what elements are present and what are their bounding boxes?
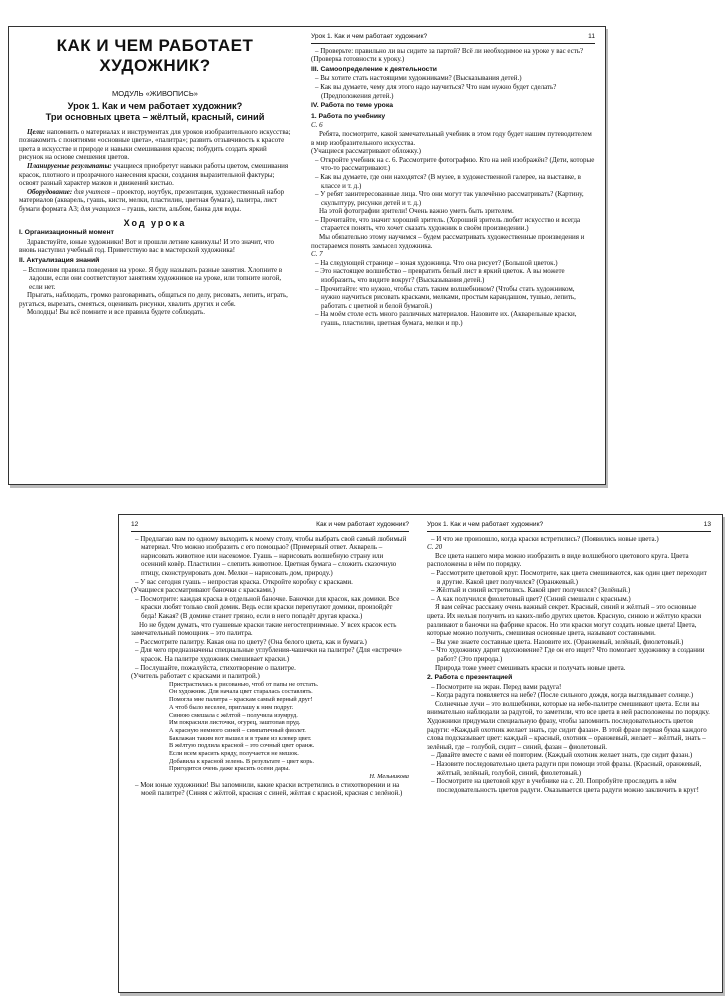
header-text: Урок 1. Как и чем работает художник?: [311, 33, 428, 40]
dialogue-line: – На моём столе есть много различных материалов. Назовите их. (Акварельные краски, гуашь, пластилин, цветная бумага, мелки и пр.): [315, 310, 577, 327]
dialogue-line: – Предлагаю вам по одному выходить к моему столу, чтобы выбрать свой самый любимый материал. Что можно изобразить с его помощью? (Примерный ответ. Акварель – нарисовать животное или насекомое. Гуашь – нарисовать волшебную страну или осенний ковёр. Пластилин – слепить животное. Цветная бумага – сложить сказочную птицу, сконструировать дом. Мелки – нарисовать дом, природу.): [135, 534, 407, 577]
dialogue-line: – Назовите последовательно цвета радуги при помощи этой фразы. (Красный, оранжевый, жёлтый, зелёный, голубой, синий, фиолетовый.): [431, 760, 702, 777]
poem-line: Если всем красить кряду, получается не мешок.: [169, 750, 299, 758]
dialogue-line: – Вы хотите стать настоящими художниками? (Высказывания детей.): [315, 74, 522, 83]
equipment-pupils-text: – гуашь, кисти, альбом, банка для воды.: [120, 204, 242, 213]
header-text: Урок 1. Как и чем работает художник?: [427, 521, 544, 528]
paragraph: (Учащиеся рассматривают баночки с красками.): [131, 586, 275, 595]
dialogue-line: – Прочитайте: что нужно, чтобы стать таким волшебником? (Чтобы стать художником, нужно научиться рисовать красками, мелками, простым карандашом, тушью, лепить, работать с цветной и белой бумагой.): [315, 284, 576, 310]
page-number: 11: [588, 33, 595, 40]
page-reference-text: С. 7: [311, 250, 323, 259]
results-label: Планируемые результаты:: [27, 161, 112, 170]
lesson-title-line1: Урок 1. Как и чем работает художник?: [67, 100, 243, 111]
page-title: КАК И ЧЕМ РАБОТАЕТ ХУДОЖНИК?: [56, 36, 254, 75]
dialogue-line: – Для чего предназначены специальные углубления-чашечки на палитре? (Для «встречи» красок. На палитре художник смешивает краски.): [135, 646, 402, 663]
equipment-paragraph: [19, 188, 291, 214]
dialogue-line: – И что же произошло, когда краски встретились? (Появились новые цвета.): [431, 534, 659, 543]
spread-pages-10-11: [8, 26, 606, 485]
dialogue-line: – У вас сегодня гуашь – непростая краска. Откройте коробку с красками.: [135, 577, 353, 586]
goals-paragraph: [19, 128, 291, 162]
dialogue-line: – Что художнику дарит вдохновение? Где он его ищет? Что помогает художнику в создании работ? (Это природа.): [431, 646, 705, 663]
poem-line: А красную немного синей – симпатичный фиолет.: [169, 726, 306, 734]
page-reference: [311, 121, 595, 130]
course-heading: Ход урока: [123, 217, 187, 228]
dialogue-line: – Посмотрите на экран. Перед вами радуга!: [431, 682, 562, 691]
poem-line: Он художник. Для начала цвет старалась составлять.: [169, 688, 313, 696]
page-11: [311, 33, 595, 484]
lesson-title-line2: Три основных цвета – жёлтый, красный, синий: [45, 112, 265, 123]
paragraph: Солнечные лучи – это волшебники, которые на небе-палитре смешивают цвета. Если вы внимательно наблюдали за радугой, то заметили, что все цвета в ней расположены по порядку. Художники придумали специальную фразу, чтобы запомнить последовательность цветов радуги: «Каждый охотник желает знать, где сидит фазан». В этой фразе первая буква каждого слова подсказывает цвет: каждый – красный, охотник – оранжевый, желает – жёлтый, знать – зелёный, где – голубой, сидит – синий, фазан – фиолетовый.: [427, 699, 710, 751]
poem: [131, 681, 409, 781]
dialogue-line: – Вы уже знаете составные цвета. Назовите их. (Оранжевый, зелёный, фиолетовый.): [431, 637, 684, 646]
section-heading: III. Самоопределение к деятельности: [311, 65, 437, 73]
page-reference-text: С. 20: [427, 543, 443, 552]
paragraph: Здравствуйте, юные художники! Вот и прошли летние каникулы! И это значит, что вновь наступил учебный год. Приветствую вас в мастерской художника!: [19, 237, 275, 255]
page-reference: [311, 250, 595, 259]
dialogue-line: – Как вы думаете, где они находятся? (В музее, в художественной галерее, на выставке, в классе и т. д.): [315, 172, 581, 190]
dialogue-line: – Как вы думаете, чему для этого надо научиться? Что нам нужно будет сделать? (Предположения детей.): [315, 82, 557, 100]
paragraph: Я вам сейчас расскажу очень важный секрет. Красный, синий и жёлтый – это основные цвета. Их нельзя получить из каких-либо других цветов. Красную, синюю и жёлтую краски разливают в баночки на фабрике красок. Но эти краски могут создать новые цвета! Цвета, которые можно получить, смешивая основные цвета, называют составными.: [427, 603, 702, 638]
paragraph: Природа тоже умеет смешивать краски и получать новые цвета.: [435, 663, 626, 672]
section-heading: II. Актуализация знаний: [19, 256, 100, 264]
dialogue-line: – Рассмотрите палитру. Какая она по цвету? (Она белого цвета, как и бумага.): [135, 637, 367, 646]
paragraph: Но не будем думать, что гуашевые краски такие негостеприимные. У всех красок есть замечательный помощник – это палитра.: [131, 620, 397, 638]
results-paragraph: [19, 162, 291, 188]
dialogue-line: – На следующей странице – юная художница. Что она рисует? (Большой цветок.): [315, 258, 558, 267]
poem-line: Пристрастилась к рисованью, чтоб от папы не отстать.: [169, 680, 319, 688]
running-header: [131, 521, 409, 532]
poem-line: В жёлтую подлила красной – это сочный цвет оранж.: [169, 742, 315, 750]
dialogue-line: – А как получился фиолетовый цвет? (Синий смешали с красным.): [431, 594, 631, 603]
poem-author: [131, 773, 409, 781]
poem-line: Добавила к красной зелень. В результате – цвет корь.: [169, 757, 314, 765]
dialogue-line: – Когда радуга появляется на небе? (После сильного дождя, когда выглядывает солнце.): [431, 691, 694, 700]
paragraph: (Учитель работает с красками и палитрой.): [131, 672, 260, 681]
page-reference: [427, 543, 711, 552]
dialogue-line: – У ребят заинтересованные лица. Что они могут так увлечённо рассматривать? (Картину, скульптуру, рисунки детей и т. д.): [315, 190, 584, 207]
paragraph: На этой фотографии зрители! Очень важно уметь быть зрителем.: [319, 207, 514, 216]
page-reference-text: С. 6: [311, 121, 323, 130]
dialogue-line: – Это настоящее волшебство – превратить белый лист в яркий цветок. А вы можете изобразить, что видите вокруг? (Высказывания детей.): [315, 267, 565, 285]
dialogue-line: – Рассмотрите цветовой круг. Посмотрите, как цвета смешиваются, как один цвет переходит в другие. Какой цвет получился? (Оранжевый.): [431, 568, 707, 586]
paragraph: Молодцы! Вы всё помните и все правила будете соблюдать.: [27, 308, 205, 317]
dialogue-line: – Откройте учебник на с. 6. Рассмотрите фотографию. Кто на ней изображён? (Дети, которые что-то рассматривают.): [315, 155, 595, 173]
poem-line: Баклажан таким вот вышел и в траве из клевер цвет.: [169, 734, 312, 742]
running-header: [427, 521, 711, 532]
subsection-heading: 2. Работа с презентацией: [427, 674, 513, 682]
equipment-pupils-label: для учащихся: [78, 204, 121, 213]
subsection-heading: 1. Работа по учебнику: [311, 112, 386, 120]
page-number: 13: [703, 521, 711, 528]
paragraph: Прыгать, наблюдать, громко разговаривать, общаться по делу, рисовать, лепить, играть, ругаться, вырезать, смеяться, оценивать рисунки, хвалить других и себя.: [19, 291, 288, 308]
dialogue-line: – Мои юные художники! Вы запомнили, какие краски встретились в стихотворении и на моей палитре? (Синяя с жёлтой, красная с синей, жёлтая с красной, красная с зелёной.): [135, 780, 403, 798]
dialogue-line: – Послушайте, пожалуйста, стихотворение о палитре.: [135, 663, 296, 672]
poem-line: Помогла мне палитра – краскам самый верный друг!: [169, 696, 313, 704]
paragraph: (Учащиеся рассматривают обложку.): [311, 147, 421, 156]
dialogue-line: – Посмотрите: каждая краска в отдельной баночке. Баночки для красок, как домики. Все краски любят только свой домик. Ведь если краски перепутают домики, произойдёт беда! Какая? (В домике станет грязно, если в него попадёт другая краска.): [135, 594, 400, 620]
poem-line: Синюю смешала с жёлтой – получила изумруд.: [169, 711, 298, 719]
dialogue-line: – Жёлтый и синий встретились. Какой цвет получился? (Зелёный.): [431, 586, 631, 595]
section-heading: I. Организационный момент: [19, 229, 114, 237]
spread-pages-12-13: [118, 514, 723, 993]
goals-label: Цели:: [27, 127, 46, 136]
page-10: [19, 27, 291, 484]
paragraph: Все цвета нашего мира можно изобразить в виде волшебного цветового круга. Цвета расположены в нём по порядку.: [427, 551, 689, 569]
dialogue-line: – Посмотрите на цветовой круг в учебнике на с. 20. Попробуйте проследить в нём последовательность цветов радуги. Оказывается цвета радуги можно заключить в круг!: [431, 777, 699, 794]
paragraph: Ребята, посмотрите, какой замечательный учебник в этом году будет нашим путеводителем в мир изобразительного искусства.: [311, 129, 592, 147]
equipment-label: Оборудование:: [27, 187, 73, 196]
paragraph: (Проверка готовности к уроку.): [311, 55, 405, 64]
poem-author-text: Н. Мельникова: [369, 773, 409, 781]
running-header: [311, 33, 595, 44]
dialogue-line: – Проверьте: правильно ли вы сидите за партой? Всё ли необходимое на уроке у вас есть?: [315, 46, 584, 55]
dialogue-line: – Давайте вместе с вами её повторим. (Каждый охотник желает знать, где сидит фазан.): [431, 751, 693, 760]
section-heading: IV. Работа по теме урока: [311, 102, 394, 110]
page-number: 12: [131, 521, 139, 528]
dialogue-line: – Прочитайте, что значит хороший зритель. (Хороший зритель любит искусство и всегда старается понять, что хочет сказать художник в своём произведении.): [315, 215, 581, 233]
equipment-teacher-label: для учителя: [72, 187, 110, 196]
page-13: [427, 521, 711, 992]
equipment-teacher-text: – проектор, ноутбук, презентация, художественный набор материалов (акварель, гуашь, кисти, мелки, пластилин, цветная бумага), палитра, лист бумаги формата А3;: [19, 187, 285, 213]
goals-text: напомнить о материалах и инструментах для уроков изобразительного искусства; познакомить с понятиями «основные цвета», «палитра»; развить отзывчивость к красоте цвета в искусстве и природе и навыки смешивания красок; побудить создать яркий рисунок на основе смешения цветов.: [19, 127, 291, 162]
results-text: учащиеся приобретут навыки работы цветом, смешивания красок, плотного и прозрачного нанесения краски, создания выразительной фактуры; освоят разный характер мазков и движений кистью.: [19, 161, 289, 188]
header-text: Как и чем работает художник?: [316, 521, 409, 528]
poem-line: Пригодится очень даже красить осени дары.: [169, 765, 290, 773]
page-12: [131, 521, 409, 992]
poem-line: А чтоб было веселее, приглашу к ним подруг.: [169, 703, 294, 711]
module-heading: МОДУЛЬ «ЖИВОПИСЬ»: [112, 89, 198, 98]
poem-line: Им покрасили листочки, огурец, заштопав пруд.: [169, 719, 301, 727]
paragraph: Мы обязательно этому научимся – будем рассматривать художественные произведения и постараемся понять замысел художника.: [311, 233, 585, 250]
dialogue-line: – Вспомним правила поведения на уроке. Я буду называть разные занятия. Хлопните в ладоши, если они соответствуют занятиям художников на уроке, или топните ногой, если нет.: [23, 265, 283, 291]
